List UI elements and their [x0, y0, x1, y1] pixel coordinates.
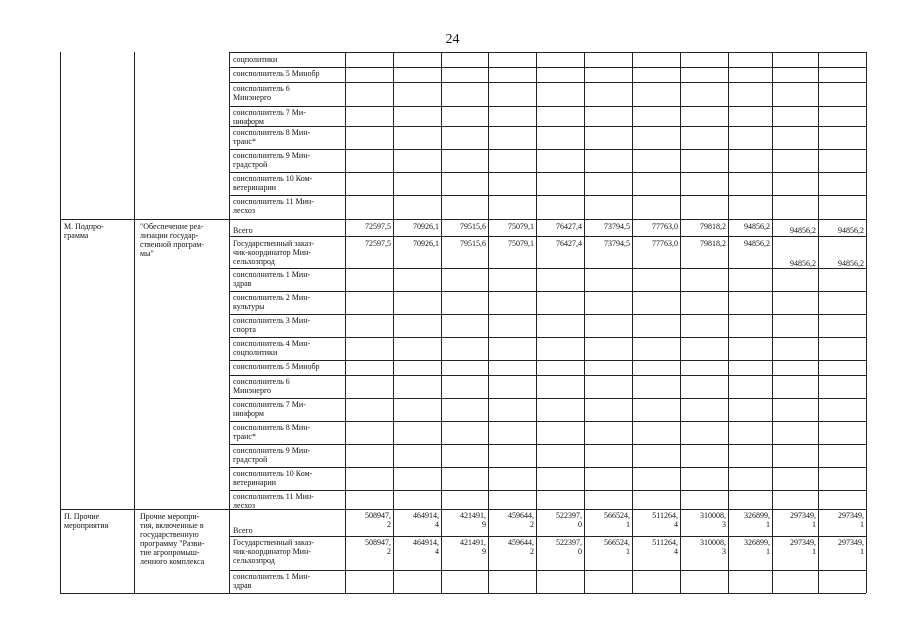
customer-label: Государственный заказ-	[233, 239, 315, 248]
row-divider	[229, 52, 866, 53]
customer-label: сельхозпрод	[233, 257, 275, 266]
coexecutor-label: соисполнитель 7 Ми-	[233, 400, 306, 409]
row-divider	[229, 490, 866, 491]
total-value: 94856,2	[744, 222, 770, 231]
total-value: 76427,4	[556, 222, 582, 231]
row-divider	[229, 126, 866, 127]
customer-value: 1	[626, 547, 630, 556]
coexecutor-label: здрав	[233, 279, 252, 288]
customer-value: 421491,	[460, 538, 486, 547]
column-divider	[441, 52, 442, 593]
program-name: государственную	[140, 530, 199, 539]
row-divider	[229, 314, 866, 315]
column-divider	[680, 52, 681, 593]
coexecutor-label: соисполнитель 8 Мин-	[233, 423, 311, 432]
program-code: мероприятия	[64, 521, 109, 530]
coexecutor-label: нинформ	[233, 409, 264, 418]
total-value: 522397,	[556, 511, 582, 520]
coexecutor-label: ветеринарии	[233, 183, 277, 192]
customer-label: чик-координатор Мин-	[233, 248, 311, 257]
column-divider	[772, 52, 773, 593]
row-divider	[229, 236, 866, 237]
total-value: 1	[766, 520, 770, 529]
customer-value: 511264,	[652, 538, 678, 547]
customer-value: 2	[530, 547, 534, 556]
column-divider	[134, 52, 135, 593]
coexecutor-label: транс*	[233, 137, 256, 146]
column-divider	[60, 52, 61, 593]
total-value: 421491,	[460, 511, 486, 520]
total-value: 464914,	[413, 511, 439, 520]
customer-value: 94856,2	[790, 259, 816, 268]
customer-value: 0	[578, 547, 582, 556]
row-divider	[229, 149, 866, 150]
column-divider	[728, 52, 729, 593]
coexecutor-label: соисполнитель 10 Ком-	[233, 174, 313, 183]
total-value: 2	[387, 520, 391, 529]
coexecutor-label: соисполнитель 5 Минобр	[233, 362, 320, 371]
coexecutor-label: соисполнитель 9 Мин-	[233, 446, 311, 455]
coexecutor-label: соисполнитель 11 Мин-	[233, 197, 314, 206]
column-divider	[584, 52, 585, 593]
column-divider	[536, 52, 537, 593]
row-divider	[60, 593, 866, 594]
total-value: 77763,0	[652, 222, 678, 231]
total-value: 73794,5	[604, 222, 630, 231]
row-divider	[229, 398, 866, 399]
coexecutor-label: здрав	[233, 581, 252, 590]
program-name: тие агропромыш-	[140, 548, 200, 557]
coexecutor-label: соисполнитель 6	[233, 84, 290, 93]
coexecutor-label: соисполнитель 10 Ком-	[233, 469, 313, 478]
customer-value: 3	[722, 547, 726, 556]
customer-value: 464914,	[413, 538, 439, 547]
column-divider	[488, 52, 489, 593]
total-value: 297349,	[790, 511, 816, 520]
total-value: 70926,1	[413, 222, 439, 231]
customer-value: 566524,	[604, 538, 630, 547]
total-value: 94856,2	[790, 226, 816, 235]
coexecutor-label: соисполнитель 7 Ми-	[233, 108, 306, 117]
customer-value: 75079,1	[508, 239, 534, 248]
customer-value: 79515,6	[460, 239, 486, 248]
coexecutor-label: градстрой	[233, 160, 268, 169]
coexecutor-label: соисполнитель 4 Мин-	[233, 339, 311, 348]
customer-value: 297349,	[790, 538, 816, 547]
total-value: 79515,6	[460, 222, 486, 231]
coexecutor-label: соисполнитель 9 Мин-	[233, 151, 311, 160]
row-divider	[229, 421, 866, 422]
coexecutor-label: Минэнерго	[233, 93, 272, 102]
customer-value: 4	[674, 547, 678, 556]
total-value: 72597,5	[365, 222, 391, 231]
customer-value: 1	[812, 547, 816, 556]
customer-value: 77763,0	[652, 239, 678, 248]
program-name: "Обеспечение реа-	[140, 222, 204, 231]
program-code: грамма	[64, 231, 89, 240]
total-value: 9	[482, 520, 486, 529]
total-value: 3	[722, 520, 726, 529]
total-value: 459644,	[508, 511, 534, 520]
column-divider	[866, 52, 867, 593]
customer-value: 297349,	[838, 538, 864, 547]
program-name: мы"	[140, 249, 154, 258]
row-divider	[229, 82, 866, 83]
total-value: 75079,1	[508, 222, 534, 231]
total-value: 79818,2	[700, 222, 726, 231]
row-divider	[229, 444, 866, 445]
coexecutor-label: соисполнитель 3 Мин-	[233, 316, 311, 325]
customer-value: 73794,5	[604, 239, 630, 248]
total-value: 1	[626, 520, 630, 529]
coexecutor-label: соисполнитель 6	[233, 377, 290, 386]
coexecutor-label: соцполитики	[233, 348, 278, 357]
row-divider	[229, 337, 866, 338]
total-value: 297349,	[838, 511, 864, 520]
customer-value: 76427,4	[556, 239, 582, 248]
coexecutor-label: соисполнитель 8 Мин-	[233, 128, 311, 137]
customer-value: 72597,5	[365, 239, 391, 248]
column-divider	[345, 52, 346, 593]
customer-value: 310008,	[700, 538, 726, 547]
customer-value: 459644,	[508, 538, 534, 547]
customer-value: 79818,2	[700, 239, 726, 248]
total-value: 566524,	[604, 511, 630, 520]
coexecutor-label: соисполнитель 1 Мин-	[233, 270, 311, 279]
total-value: 310008,	[700, 511, 726, 520]
total-value: 0	[578, 520, 582, 529]
coexecutor-label: соисполнитель 11 Мин-	[233, 492, 314, 501]
coexecutor-label: нинформ	[233, 117, 264, 126]
program-name: лизации государ-	[140, 231, 199, 240]
total-value: 2	[530, 520, 534, 529]
total-label: Всего	[233, 526, 253, 535]
coexecutor-label: лесхоз	[233, 206, 256, 215]
row-divider	[229, 195, 866, 196]
coexecutor-label: соцполитики	[233, 55, 278, 64]
row-divider	[229, 360, 866, 361]
row-divider	[229, 570, 866, 571]
customer-value: 2	[387, 547, 391, 556]
column-divider	[393, 52, 394, 593]
row-divider	[229, 172, 866, 173]
coexecutor-label: культуры	[233, 302, 265, 311]
program-name: тия, включенные в	[140, 521, 204, 530]
customer-value: 70926,1	[413, 239, 439, 248]
coexecutor-label: соисполнитель 2 Мин-	[233, 293, 311, 302]
customer-value: 94856,2	[744, 239, 770, 248]
total-label: Всего	[233, 226, 253, 235]
coexecutor-label: соисполнитель 1 Мин-	[233, 572, 311, 581]
total-value: 1	[860, 520, 864, 529]
customer-value: 522397,	[556, 538, 582, 547]
customer-value: 1	[860, 547, 864, 556]
coexecutor-label: Минэнерго	[233, 386, 272, 395]
program-name: программу "Разви-	[140, 539, 205, 548]
coexecutor-label: транс*	[233, 432, 256, 441]
customer-label: сельхозпрод	[233, 556, 275, 565]
row-divider	[229, 67, 866, 68]
customer-label: чик-координатор Мин-	[233, 547, 311, 556]
total-value: 511264,	[652, 511, 678, 520]
program-name: ленного комплекса	[140, 557, 205, 566]
row-divider	[229, 268, 866, 269]
program-name: ственной програм-	[140, 240, 205, 249]
coexecutor-label: ветеринарии	[233, 478, 277, 487]
column-divider	[818, 52, 819, 593]
customer-value: 4	[435, 547, 439, 556]
customer-value: 94856,2	[838, 259, 864, 268]
total-value: 508947,	[365, 511, 391, 520]
row-divider	[229, 291, 866, 292]
customer-value: 1	[766, 547, 770, 556]
page-number: 24	[445, 32, 460, 47]
row-divider	[60, 509, 866, 510]
total-value: 94856,2	[838, 226, 864, 235]
total-value: 1	[812, 520, 816, 529]
row-divider	[229, 536, 866, 537]
total-value: 326899,	[744, 511, 770, 520]
coexecutor-label: соисполнитель 5 Минобр	[233, 69, 320, 78]
program-code: П. Прочие	[64, 512, 100, 521]
customer-value: 9	[482, 547, 486, 556]
row-divider	[229, 375, 866, 376]
customer-label: Государственный заказ-	[233, 538, 315, 547]
row-divider	[60, 219, 866, 220]
total-value: 4	[435, 520, 439, 529]
row-divider	[229, 467, 866, 468]
column-divider	[632, 52, 633, 593]
program-name: Прочие меропри-	[140, 512, 200, 521]
customer-value: 508947,	[365, 538, 391, 547]
coexecutor-label: спорта	[233, 325, 256, 334]
coexecutor-label: градстрой	[233, 455, 268, 464]
coexecutor-label: лесхоз	[233, 501, 256, 510]
customer-value: 326899,	[744, 538, 770, 547]
program-code: М. Подпро-	[64, 222, 104, 231]
row-divider	[229, 106, 866, 107]
total-value: 4	[674, 520, 678, 529]
column-divider	[229, 52, 230, 593]
